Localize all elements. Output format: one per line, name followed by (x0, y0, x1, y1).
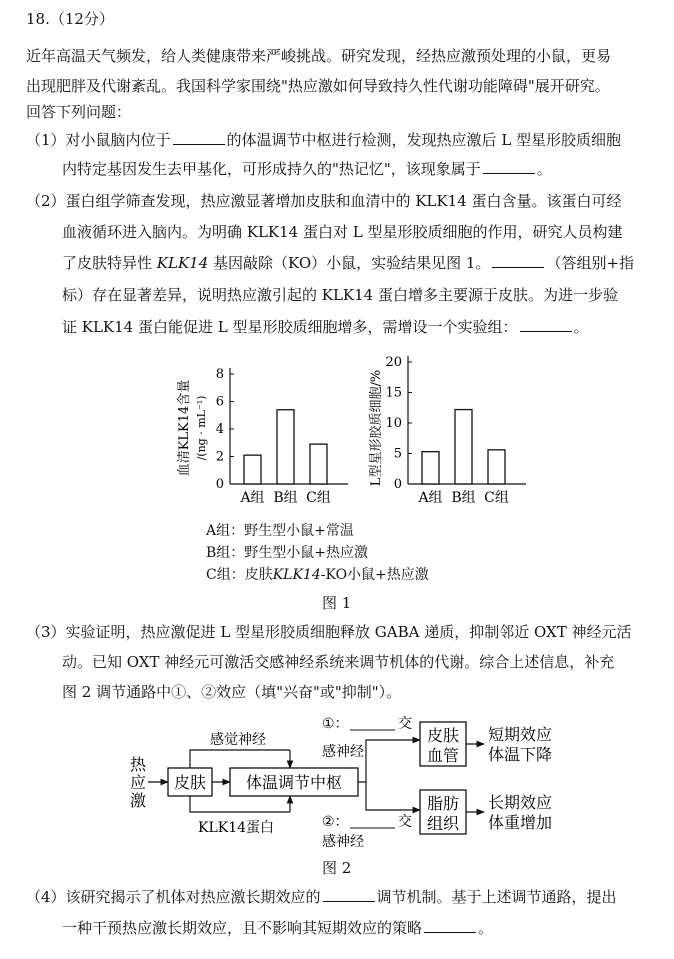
chart2-ylabel: L型星形胶质细胞/% (369, 369, 384, 487)
chart-serum-klk14 (176, 367, 348, 506)
chart2-tick-label: 10 (385, 416, 402, 431)
pathway-2-nerve: 感神经 (322, 834, 364, 850)
q2-text-b: 基因敲除（KO）小鼠，实验结果见图 1。 (208, 254, 491, 272)
stimulus-char-3: 激 (130, 791, 147, 810)
chart1-category-label: A组 (240, 490, 265, 506)
chart2-bar (455, 410, 472, 484)
chart2-tick-label: 20 (385, 355, 402, 370)
legend-c-gene: KLK14 (272, 567, 321, 583)
chart1-ylabel: 血清KLK14含量 (177, 379, 192, 477)
q4-text-d: 。 (478, 919, 494, 937)
q2-text-a: 了皮肤特异性 (62, 254, 157, 272)
figure-2-pathway (110, 710, 590, 855)
legend-c-pre: C组：皮肤 (206, 567, 273, 583)
chart1-tick-label: 0 (215, 477, 224, 492)
q2-line-4: 标）存在显著差异，说明热应激引起的 KLK14 蛋白增多主要源于皮肤。为进一步验 (62, 286, 618, 304)
answer-blank-2[interactable] (483, 159, 535, 174)
legend-c-post: -KO小鼠+热应激 (320, 567, 429, 583)
q2-text-d: 证 KLK14 蛋白能促进 L 型星形胶质细胞增多，需增设一个实验组： (62, 318, 518, 336)
q1-text-d: 。 (536, 160, 552, 178)
pathway-1-nerve: 感神经 (322, 744, 364, 760)
q1-line-1 (26, 130, 621, 150)
chart1-tick-label: 2 (215, 449, 224, 465)
chart2-category-label: C组 (484, 490, 509, 506)
chart1-bar (244, 455, 261, 484)
q2-text-c: （答组别+指 (546, 254, 635, 272)
chart2-tick-label: 15 (385, 385, 402, 401)
figure-1-caption: 图 1 (322, 594, 352, 612)
short-effect-1: 短期效应 (488, 725, 553, 744)
pathway-1-label: ①： (322, 716, 349, 732)
q4-text-c: 一种干预热应激长期效应，且不影响其短期效应的策略 (62, 919, 423, 937)
chart1-category-label: B组 (273, 490, 298, 506)
q2-gene-name: KLK14 (156, 254, 209, 272)
chart2-bar (488, 450, 505, 484)
answer-blank-5[interactable] (323, 887, 375, 902)
stimulus-char-1: 热 (130, 755, 147, 774)
thermoregulation-center-label: 体温调节中枢 (245, 773, 343, 792)
legend-a: A组：野生型小鼠+常温 (206, 523, 354, 539)
klk14-label: KLK14蛋白 (197, 820, 275, 836)
chart1-ylabel-unit: /(ng · mL⁻¹) (195, 395, 208, 461)
sensory-nerve-label: 感觉神经 (210, 732, 266, 748)
q1-line-2 (62, 159, 552, 179)
q1-text-b: 的体温调节中枢进行检测，发现热应激后 L 型星形胶质细胞 (226, 131, 622, 149)
q4-text-b: 调节机制。基于上述调节通路，提出 (376, 888, 617, 906)
pathway-2-char: 交 (398, 814, 412, 830)
q1-text-a: （1）对小鼠脑内位于 (26, 131, 171, 149)
stimulus-char-2: 应 (130, 773, 147, 792)
q2-line-2: 血液循环进入脑内。为明确 KLK14 蛋白对 L 型星形胶质细胞的作用，研究人员构建 (62, 223, 623, 241)
q2-line-1: （2）蛋白组学筛查发现，热应激显著增加皮肤和血清中的 KLK14 蛋白含量。该蛋白可经 (26, 192, 622, 210)
q1-text-c: 内特定基因发生去甲基化，可形成持久的"热记忆"，该现象属于 (62, 160, 481, 178)
vessel-label-2: 血管 (426, 746, 460, 765)
intro-line-3: 回答下列问题： (26, 103, 132, 121)
fat-label-1: 脂肪 (426, 794, 460, 813)
chart2-bar (422, 452, 439, 484)
chart1-tick-label: 6 (215, 394, 224, 410)
q2-line-5 (62, 317, 589, 337)
answer-blank-4[interactable] (520, 317, 572, 332)
q4-line-1 (26, 887, 617, 907)
short-effect-2: 体温下降 (488, 745, 553, 764)
long-effect-1: 长期效应 (488, 793, 553, 812)
figure-1-charts (160, 350, 540, 520)
answer-blank-6[interactable] (424, 918, 476, 933)
chart-astrocyte-percent (368, 355, 526, 506)
q3-line-1: （3）实验证明，热应激促进 L 型星形胶质细胞释放 GABA 递质，抑制邻近 OXT 神经元活 (26, 623, 632, 641)
chart1-tick-label: 8 (215, 367, 224, 382)
intro-line-1: 近年高温天气频发，给人类健康带来严峻挑战。研究发现，经热应激预处理的小鼠，更易 (26, 47, 612, 65)
chart2-category-label: B组 (451, 490, 476, 506)
legend-b: B组：野生型小鼠+热应激 (206, 545, 369, 561)
long-effect-2: 体重增加 (488, 813, 553, 832)
q3-line-2: 动。已知 OXT 神经元可激活交感神经系统来调节机体的代谢。综合上述信息，补充 (62, 653, 615, 671)
chart2-tick-label: 0 (393, 477, 402, 492)
chart1-bar (310, 444, 327, 484)
intro-line-2: 出现肥胖及代谢紊乱。我国科学家围绕"热应激如何导致持久性代谢功能障碍"展开研究。 (26, 77, 610, 95)
fat-label-2: 组织 (426, 814, 460, 833)
question-header: 18.（12分） (26, 10, 114, 28)
figure-2-caption: 图 2 (322, 859, 352, 877)
chart1-category-label: C组 (306, 490, 331, 506)
skin-label: 皮肤 (173, 773, 207, 792)
chart2-tick-label: 5 (393, 446, 402, 462)
q4-text-a: （4）该研究揭示了机体对热应激长期效应的 (26, 888, 321, 906)
legend-c (206, 564, 429, 586)
answer-blank-3[interactable] (492, 253, 544, 268)
chart2-category-label: A组 (418, 490, 443, 506)
q2-line-3 (62, 253, 634, 273)
pathway-1-char: 交 (398, 716, 412, 732)
vessel-label-1: 皮肤 (426, 726, 460, 745)
answer-blank-1[interactable] (173, 130, 225, 145)
chart1-tick-label: 4 (215, 422, 224, 437)
chart1-bar (277, 410, 294, 484)
q3-line-3: 图 2 调节通路中①、②效应（填"兴奋"或"抑制"）。 (62, 683, 402, 701)
q4-line-2 (62, 918, 493, 938)
pathway-2-label: ②： (322, 814, 349, 830)
q2-text-e: 。 (573, 318, 589, 336)
